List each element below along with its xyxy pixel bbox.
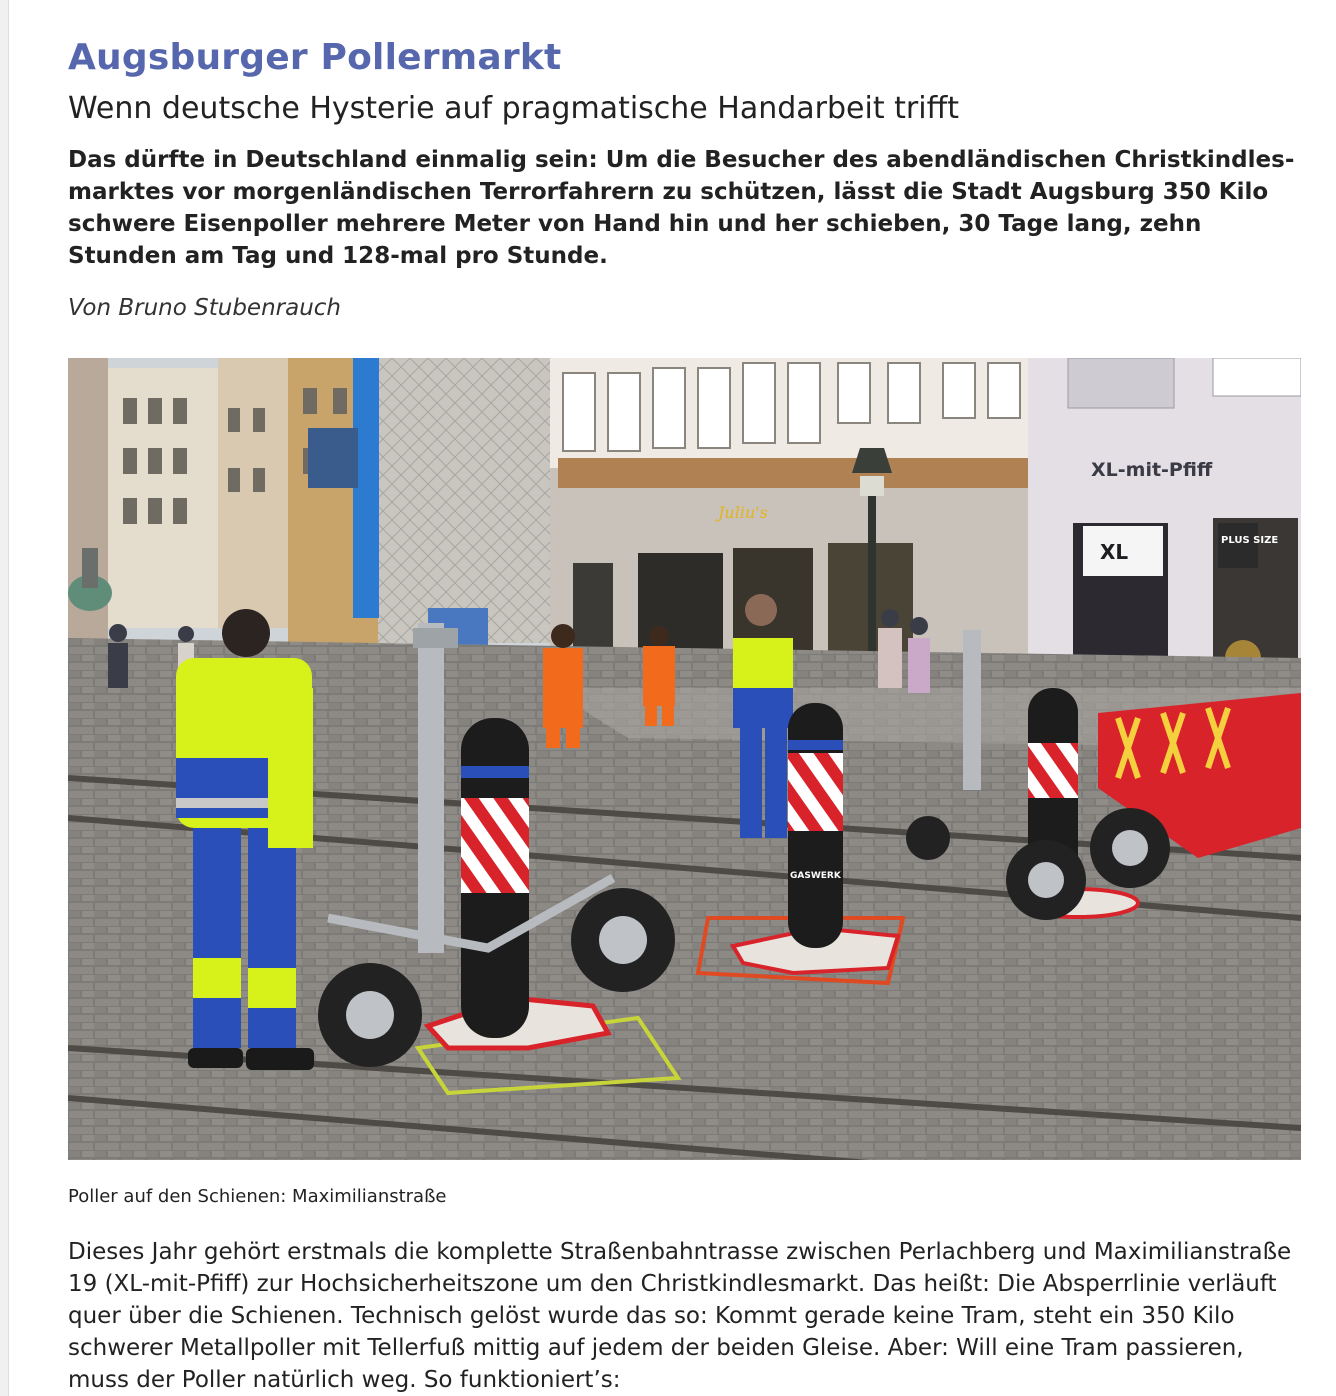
article-photo xyxy=(68,358,1301,1160)
svg-text:XL: XL xyxy=(1100,540,1129,564)
bollard-label: GASWERK xyxy=(790,871,841,881)
scaffolding xyxy=(378,358,553,643)
shop-building xyxy=(1028,358,1301,693)
crane-box xyxy=(308,428,358,488)
article-lead: Das dürfte in Deutschland einmalig sein: Um die Besucher des abendländischen Christkindlesmarktes vor morgenländischen Terrorfahrern zu schützen, lässt die Stadt Augsburg 350 Kilo schwere Eisenpoller mehrere Meter von Hand hin und her schieben, 30 Tage lang, zehn Stunden am Tag und 128-mal pro Stunde. xyxy=(68,147,1295,269)
photo-caption: Poller auf den Schienen: Maximilianstraße xyxy=(68,1186,447,1207)
street-scene-illustration xyxy=(68,358,1301,1160)
left-buildings xyxy=(68,358,378,648)
article-subtitle: Wenn deutsche Hysterie auf pragmatische Handarbeit trifft xyxy=(68,91,960,126)
article-title: Augsburger Pollermarkt xyxy=(68,37,562,78)
window-plus-size: PLUS SIZE xyxy=(1221,535,1279,546)
shop-sign-text: XL-mit-Pfiff xyxy=(1091,459,1213,481)
article-author: Von Bruno Stubenrauch xyxy=(68,295,341,321)
svg-text:Juliu's: Juliu's xyxy=(718,503,768,522)
left-edge-bar xyxy=(0,0,9,1396)
article-body-paragraph: Dieses Jahr gehört erstmals die komplette Straßenbahntrasse zwischen Perlachberg und Maximilianstraße 19 (XL-mit-Pfiff) zur Hochsicherheitszone um den Christkindlesmarkt. Das heißt: Die Absperrlinie verläuft quer über die Schienen. Technisch gelöst wurde das so: Kommt gerade keine Tram, steht ein 350 Kilo schwerer Metallpoller mit Tellerfuß mittig auf jedem der beiden Gleise. Aber: Will eine Tram passieren, muss der Poller natürlich weg. So funktioniert’s: xyxy=(68,1239,1292,1393)
article-header xyxy=(68,34,1308,324)
